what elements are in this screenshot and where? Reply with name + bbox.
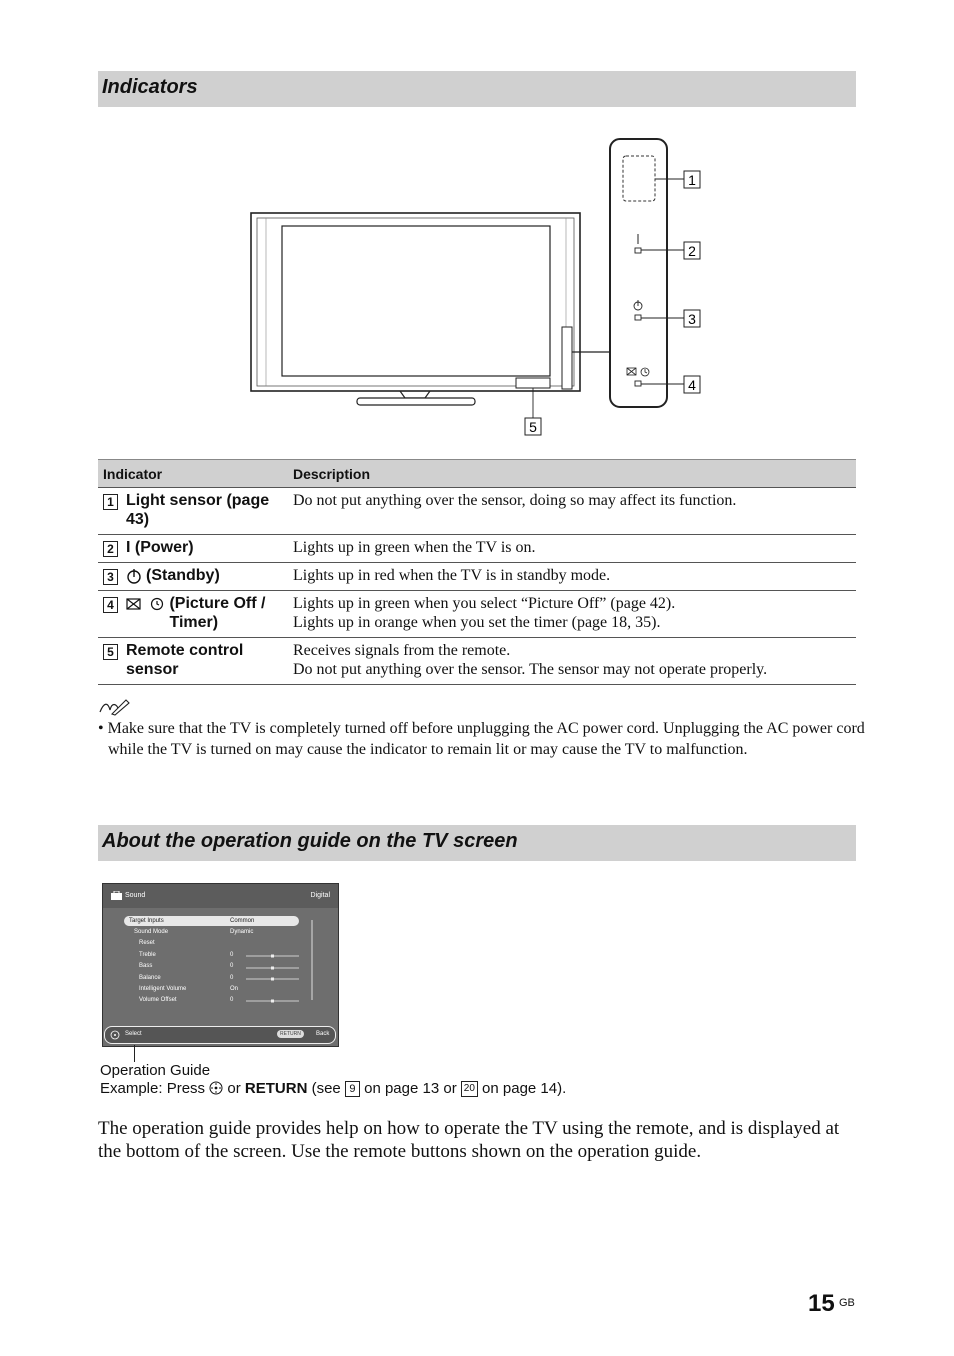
operation-guide-example: Example: Press or RETURN (see 9 on page 13 or 20 on page 14). bbox=[100, 1080, 567, 1097]
menu-item[interactable]: Intelligent Volume On bbox=[139, 986, 239, 992]
picture-off-icon bbox=[126, 597, 142, 611]
page-number: 15 bbox=[808, 1290, 835, 1317]
guide-leader-line bbox=[134, 1045, 135, 1062]
table-row bbox=[98, 638, 856, 685]
page-suffix: GB bbox=[839, 1297, 855, 1309]
row-label: (Picture Off / Timer) bbox=[169, 595, 266, 631]
row-desc: Receives signals from the remote. Do not put anything over the sensor. The sensor may not operate properly. bbox=[288, 638, 856, 685]
pencil-note-icon bbox=[98, 696, 130, 716]
header-description: Description bbox=[288, 460, 856, 488]
note-text: • Make sure that the TV is completely turned off before unplugging the AC power cord. Unplugging the AC power cord while the TV is turned on may cause the indicator to remain lit or may cause the TV to malfunction. bbox=[98, 720, 865, 758]
tv-screen-example bbox=[102, 883, 339, 1047]
menu-item[interactable]: Reset bbox=[139, 940, 155, 946]
section-header-operation-guide bbox=[98, 825, 856, 861]
select-button-icon bbox=[110, 1030, 120, 1040]
operation-guide-label: Operation Guide bbox=[100, 1062, 211, 1079]
screen-mode: Digital bbox=[310, 892, 330, 899]
row-label: I (Power) bbox=[126, 539, 194, 556]
callout-1: 1 bbox=[688, 172, 696, 188]
standby-icon bbox=[126, 568, 142, 584]
tv-indicator-diagram bbox=[240, 130, 720, 442]
menu-item[interactable]: Balance 0 bbox=[139, 975, 234, 981]
screen-title: Sound bbox=[125, 892, 146, 899]
callout-2: 2 bbox=[688, 243, 696, 259]
callout-3: 3 bbox=[688, 311, 696, 327]
row-label: (Standby) bbox=[146, 567, 220, 584]
operation-guide-bar bbox=[104, 1026, 336, 1044]
body-paragraph: The operation guide provides help on how to operate the TV using the remote, and is displayed at the bottom of the screen. Use the remote buttons shown on the operation guide. bbox=[98, 1118, 840, 1162]
footer-select: Select bbox=[125, 1031, 142, 1037]
section-title: About the operation guide on the TV screen bbox=[102, 830, 518, 852]
indicator-table bbox=[98, 459, 856, 685]
row-label: Remote control sensor bbox=[126, 642, 244, 678]
section-header-indicators bbox=[98, 71, 856, 107]
select-button-icon bbox=[209, 1081, 223, 1095]
row-desc: Lights up in green when the TV is on. bbox=[288, 535, 856, 563]
row-number: 4 bbox=[103, 597, 118, 613]
remote-sensor-box bbox=[516, 378, 550, 388]
row-number: 5 bbox=[103, 644, 118, 660]
row-number: 2 bbox=[103, 541, 118, 557]
menu-item[interactable]: Treble 0 bbox=[139, 952, 234, 958]
footer-back: Back bbox=[316, 1031, 330, 1037]
row-desc: Do not put anything over the sensor, doing so may affect its function. bbox=[288, 488, 856, 535]
menu-item[interactable]: Target Inputs Common bbox=[129, 918, 255, 924]
header-indicator: Indicator bbox=[98, 460, 288, 488]
slider-bars bbox=[103, 884, 338, 1046]
table-row bbox=[98, 591, 856, 638]
menu-item[interactable]: Volume Offset 0 bbox=[139, 997, 234, 1003]
tv-stand bbox=[357, 398, 475, 405]
row-desc: Lights up in green when you select “Picture Off” (page 42). Lights up in orange when you set the timer (page 18, 35). bbox=[288, 591, 856, 638]
table-row bbox=[98, 488, 856, 535]
operation-guide-caption bbox=[100, 1062, 566, 1098]
row-label: Light sensor (page 43) bbox=[126, 492, 270, 528]
menu-item[interactable]: Bass 0 bbox=[139, 963, 234, 969]
table-row bbox=[98, 563, 856, 591]
callout-4: 4 bbox=[688, 377, 696, 393]
row-desc: Lights up in red when the TV is in standby mode. bbox=[288, 563, 856, 591]
timer-icon bbox=[149, 597, 165, 611]
section-title: Indicators bbox=[102, 76, 198, 98]
menu-item[interactable]: Sound Mode Dynamic bbox=[134, 929, 254, 935]
return-key-icon: RETURN bbox=[277, 1030, 304, 1038]
tv-frame bbox=[251, 213, 580, 391]
indicator-panel-small bbox=[562, 327, 572, 389]
callout-5: 5 bbox=[529, 419, 537, 435]
table-row bbox=[98, 535, 856, 563]
row-number: 1 bbox=[103, 494, 118, 510]
row-number: 3 bbox=[103, 569, 118, 585]
